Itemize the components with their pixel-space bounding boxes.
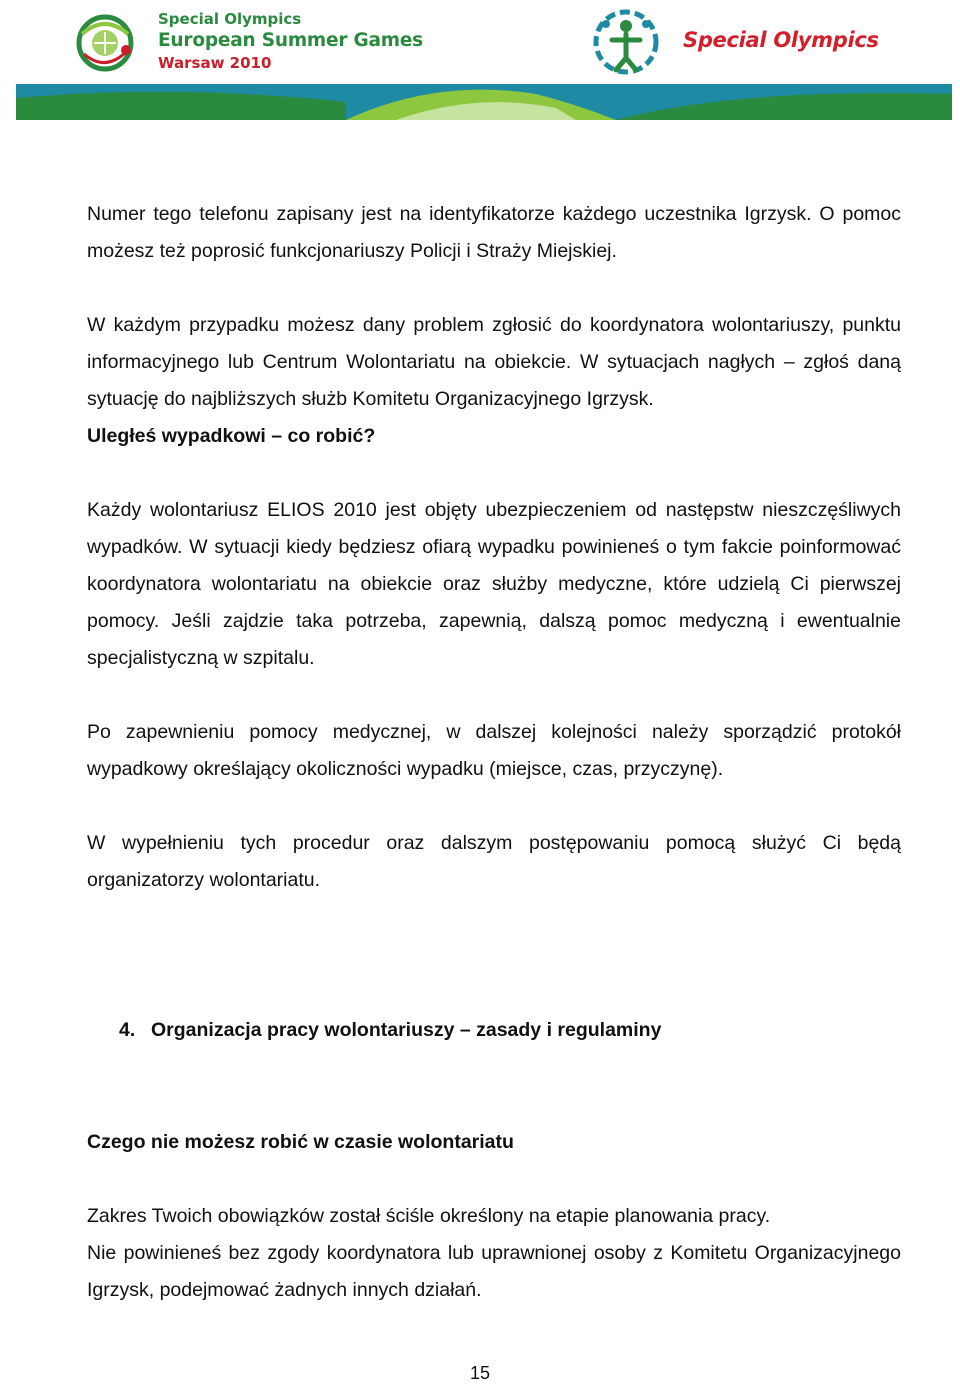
paragraph-insurance: Każdy wolontariusz ELIOS 2010 jest objęty ubezpieczeniem od następstw nieszczęśliwych wypadków. W sytuacji kiedy będziesz ofiarą wypadku powinieneś o tym fakcie poinformować koordynatora wolontariatu na obiekcie oraz służby medyczne, które udzielą Ci pierwszej pomocy. Jeśli zajdzie taka potrzeba, zapewnią, dalszą pomoc medyczną i ewentualnie specjalistyczną w szpitalu. [87, 499, 901, 669]
header-band [16, 84, 952, 120]
section-title: Organizacja pracy wolontariuszy – zasady i regulaminy [151, 1019, 662, 1041]
page-header [0, 0, 960, 125]
paragraph-protocol: Po zapewnieniu pomocy medycznej, w dalszej kolejności należy sporządzić protokół wypadkowy określający okoliczności wypadku (miejsce, czas, przyczynę). [87, 721, 901, 780]
heading-prohibited: Czego nie możesz robić w czasie wolontariatu [87, 1131, 514, 1153]
games-title-line1: Special Olympics [158, 10, 302, 28]
games-title-line2: European Summer Games [158, 30, 423, 51]
brand-wordmark: Special Olympics [683, 28, 879, 52]
section-heading [119, 1012, 661, 1049]
document-body [87, 196, 901, 899]
page-number: 15 [469, 1363, 491, 1383]
paragraph-no-actions: Nie powinieneś bez zgody koordynatora lub uprawnionej osoby z Komitetu Organizacyjnego Igrzysk, podejmować żadnych innych działań. [87, 1242, 901, 1301]
games-title-line3: Warsaw 2010 [158, 54, 272, 72]
paragraph-phone: Numer tego telefonu zapisany jest na identyfikatorze każdego uczestnika Igrzysk. O pomoc możesz też poprosić funkcjonariuszy Policji i Straży Miejskiej. [87, 203, 901, 262]
paragraph-report-problem: W każdym przypadku możesz dany problem zgłosić do koordynatora wolontariuszy, punktu informacyjnego lub Centrum Wolontariatu na obiekcie. W sytuacjach nagłych – zgłoś daną sytuację do najbliższych służb Komitetu Organizacyjnego Igrzysk. [87, 314, 901, 410]
document-body-section [87, 1124, 901, 1309]
paragraph-duties: Zakres Twoich obowiązków został ściśle określony na etapie planowania pracy. [87, 1205, 771, 1227]
paragraph-organizers: W wypełnieniu tych procedur oraz dalszym postępowaniu pomocą służyć Ci będą organizatorzy wolontariatu. [87, 832, 901, 891]
games-emblem-icon [74, 12, 136, 74]
games-title [158, 12, 423, 76]
special-olympics-logo-icon [590, 6, 662, 78]
section-number: 4. [119, 1019, 136, 1041]
heading-accident: Uległeś wypadkowi – co robić? [87, 425, 376, 447]
